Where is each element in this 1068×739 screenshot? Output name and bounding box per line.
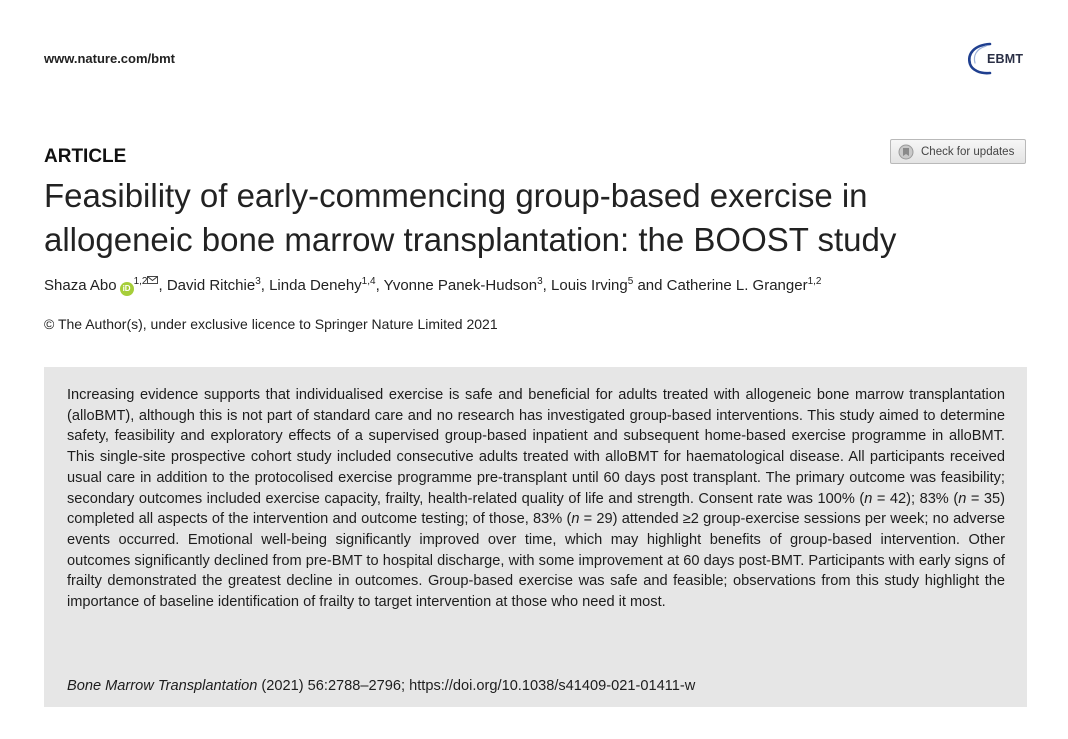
- author-affiliation: 1,2: [133, 276, 148, 287]
- abstract-text: Increasing evidence supports that individualised exercise is safe and beneficial for adults treated with allogeneic bone marrow transplantation (alloBMT), although this is not part of standard care and no research has investigated group-based interventions. This study aimed to determine safety, feasibility and exploratory effects of a supervised group-based inpatient and subsequent home-based exercise programme in alloBMT. This single-site prospective cohort study included consecutive adults treated with alloBMT for haematological disease. All participants received usual care in addition to the protocolised exercise programme pre-transplant until 60 days post transplant. The primary outcome was feasibility; secondary outcomes included exercise capacity, frailty, health-related quality of life and strength. Consent rate was 100% (n = 42); 83% (n = 35) completed all aspects of the intervention and outcome testing; of those, 83% (n = 29) attended ≥2 group-exercise sessions per week; no adverse events occurred. Emotional well-being significantly improved over time, which may highlight benefits of group-based intervention. Other outcomes significantly declined from pre-BMT to hospital discharge, with some improvement at 60 days post-BMT. Participants with early signs of frailty demonstrated the greatest decline in outcomes. Group-based exercise was safe and feasible; observations from this study highlight the importance of baseline identification of frailty to target intervention at those who need it most.: [67, 387, 1005, 611]
- ebmt-logo-text: EBMT: [987, 52, 1024, 66]
- citation-doi[interactable]: (2021) 56:2788–2796; https://doi.org/10.1038/s41409-021-01411-w: [257, 678, 696, 694]
- bookmark-update-icon: [898, 144, 914, 160]
- journal-url[interactable]: www.nature.com/bmt: [44, 51, 175, 66]
- author-affiliation: 3: [537, 276, 543, 287]
- author-name[interactable]: Louis Irving: [551, 277, 628, 294]
- orcid-icon[interactable]: iD: [120, 282, 134, 296]
- author-name[interactable]: Catherine L. Granger: [666, 277, 808, 294]
- author-affiliation: 5: [627, 276, 634, 287]
- check-for-updates-label: Check for updates: [921, 145, 1015, 158]
- copyright-notice: © The Author(s), under exclusive licence to Springer Nature Limited 2021: [44, 316, 498, 332]
- citation-journal: Bone Marrow Transplantation: [67, 678, 258, 694]
- article-title: Feasibility of early-commencing group-based exercise in allogeneic bone marrow transplantation: the BOOST study: [44, 177, 897, 258]
- author-name[interactable]: Linda Denehy: [269, 277, 362, 294]
- author-name[interactable]: Yvonne Panek-Hudson: [383, 277, 538, 294]
- email-icon[interactable]: [147, 276, 158, 284]
- article-type: ARTICLE: [44, 146, 127, 167]
- ebmt-logo: [966, 40, 1028, 76]
- author-connector: and: [637, 277, 663, 294]
- author-name[interactable]: Shaza Abo: [44, 277, 117, 294]
- author-affiliation: 1,2: [807, 276, 822, 287]
- author-list: Shaza Abo iD$^{1,2}$ , David Ritchie$^3$, Linda Denehy$^{1,4}$, Yvonne Panek-Hudson$^3$, Louis Irving$^5$ and Catherine L. Granger$^{1,2}$: [44, 276, 822, 294]
- author-affiliation: 3: [255, 276, 261, 287]
- author-affiliation: 1,4: [361, 276, 376, 287]
- abstract-box: [44, 367, 1027, 707]
- author-name[interactable]: David Ritchie: [166, 277, 256, 294]
- citation: [67, 678, 695, 694]
- check-for-updates-button[interactable]: [890, 139, 1026, 164]
